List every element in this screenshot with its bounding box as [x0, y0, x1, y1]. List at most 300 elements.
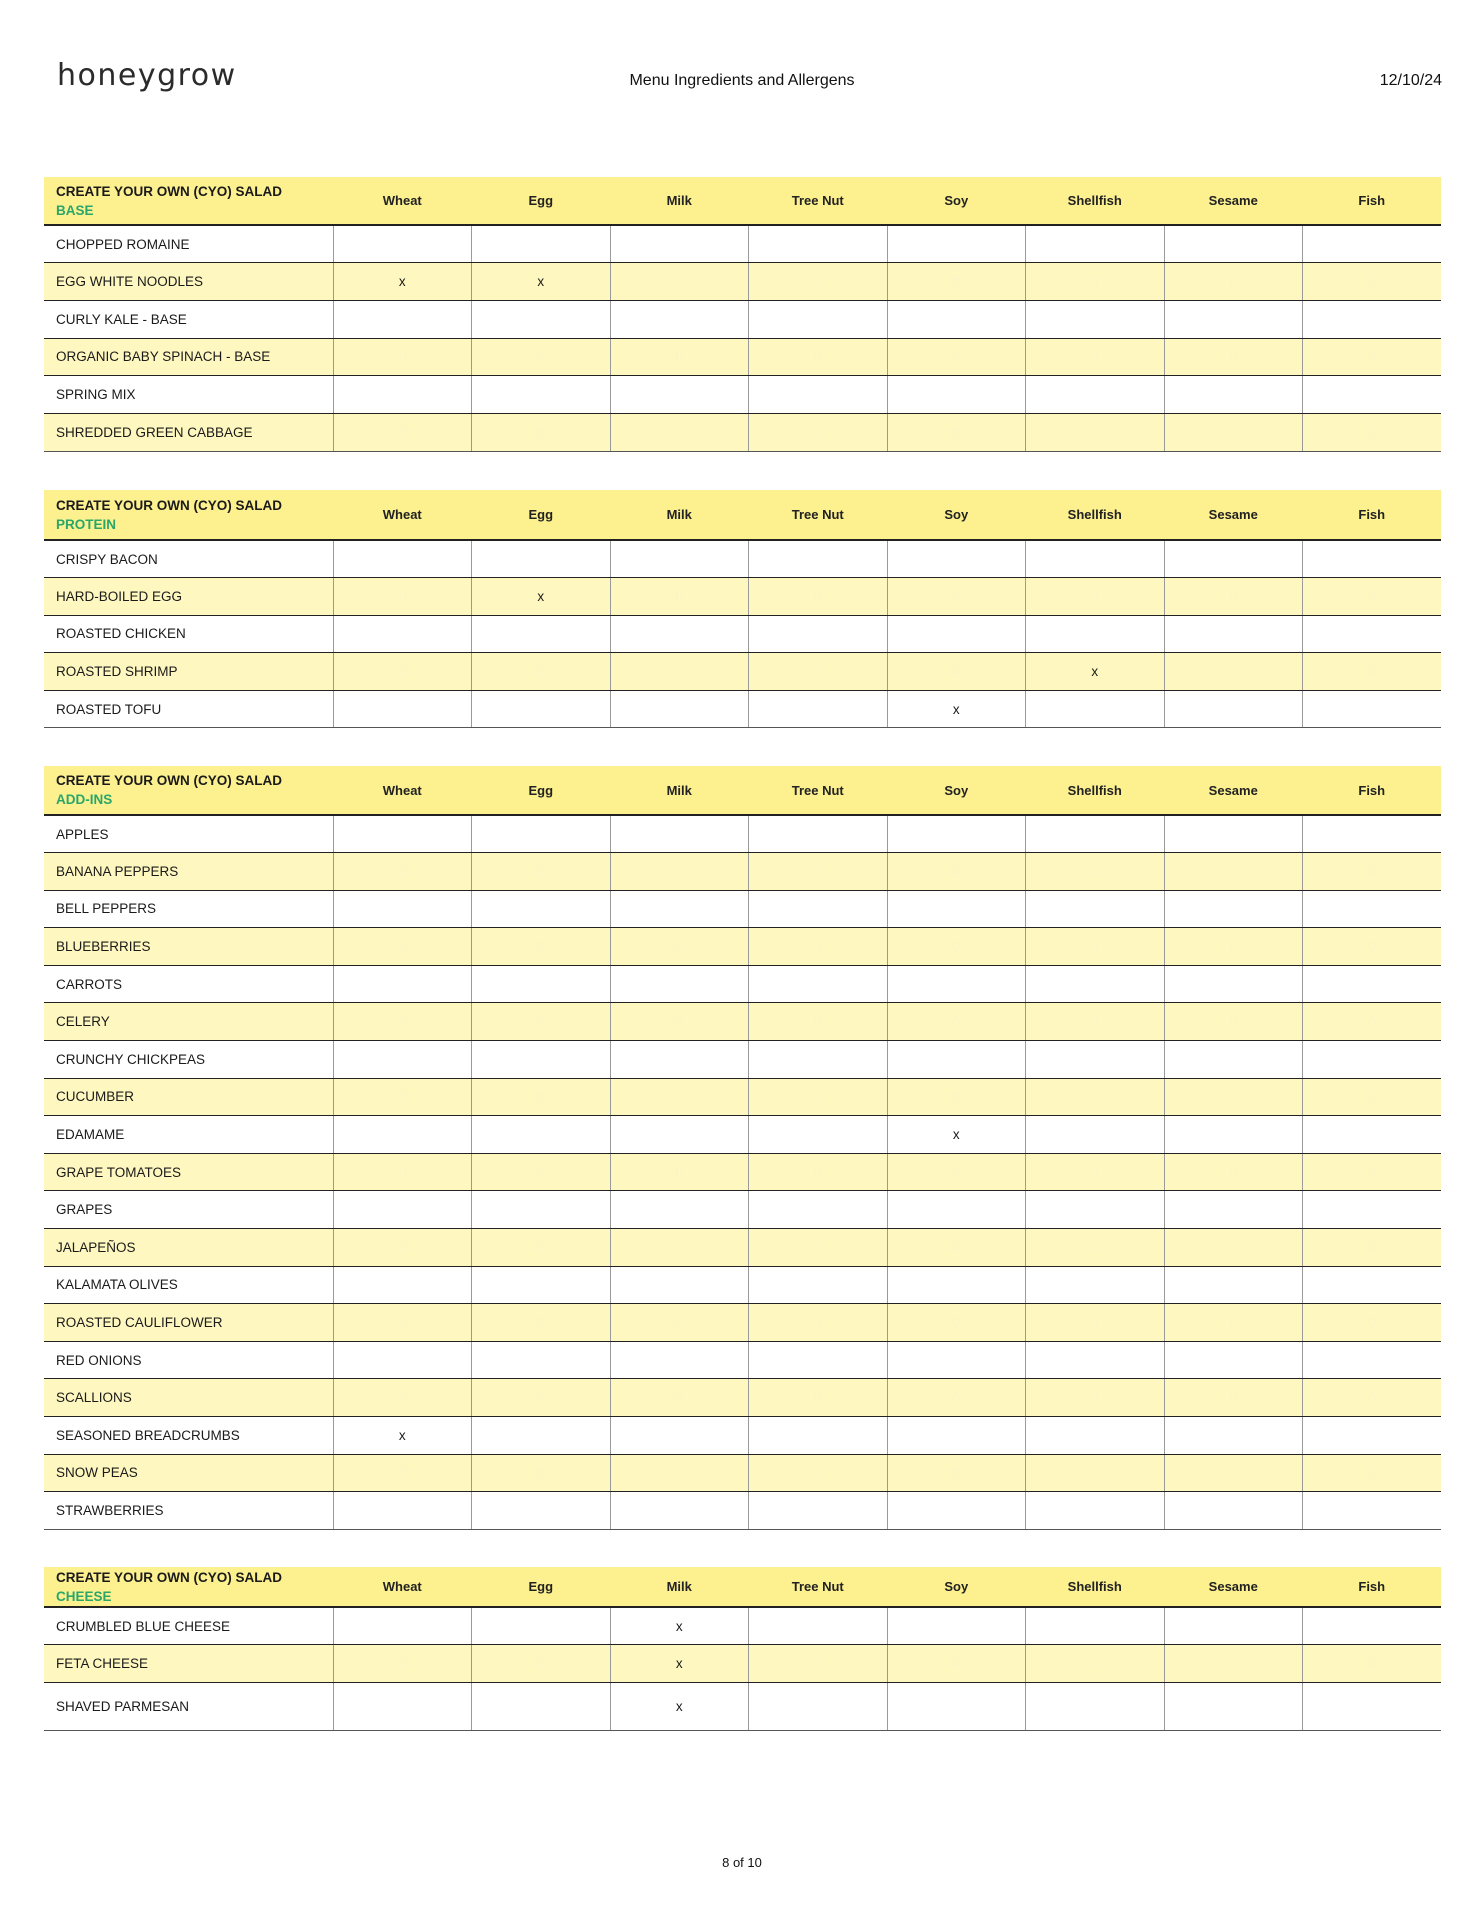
allergen-cell: 0 [472, 928, 611, 966]
allergen-cell: x [333, 1417, 472, 1455]
allergen-table-add-ins [44, 766, 1441, 1530]
ingredient-name: CRISPY BACON [44, 540, 333, 578]
allergen-cell [1026, 376, 1165, 414]
table-row [44, 225, 1441, 263]
allergen-cell: 0 [887, 338, 1026, 376]
table-row [44, 1304, 1441, 1342]
allergen-cell [749, 1266, 888, 1304]
allergen-cell: 0 [472, 1003, 611, 1041]
allergen-cell: 0 [472, 1229, 611, 1267]
ingredient-name: SHAVED PARMESAN [44, 1682, 333, 1730]
allergen-column-header: Milk [610, 1567, 749, 1607]
table-row [44, 1041, 1441, 1079]
allergen-cell: x [610, 1645, 749, 1683]
table-row [44, 1191, 1441, 1229]
allergen-cell: 0 [610, 1153, 749, 1191]
allergen-cell [472, 1682, 611, 1730]
allergen-cell: x [472, 578, 611, 616]
allergen-column-header: Tree Nut [749, 490, 888, 540]
allergen-cell [1164, 1492, 1303, 1530]
allergen-cell [887, 890, 1026, 928]
ingredient-name: CRUMBLED BLUE CHEESE [44, 1607, 333, 1645]
allergen-cell [333, 615, 472, 653]
allergen-column-header: Fish [1303, 177, 1442, 225]
allergen-cell: 0 [1164, 1078, 1303, 1116]
ingredient-name: JALAPEÑOS [44, 1229, 333, 1267]
allergen-cell: 0 [610, 1379, 749, 1417]
allergen-cell [1164, 1041, 1303, 1079]
allergen-cell [749, 225, 888, 263]
allergen-cell [749, 1116, 888, 1154]
allergen-cell [472, 1341, 611, 1379]
table-row [44, 1607, 1441, 1645]
honeygrow-logo: honeygrow [57, 58, 237, 93]
ingredient-name: CARROTS [44, 965, 333, 1003]
allergen-cell: 0 [1164, 1304, 1303, 1342]
allergen-column-header: Fish [1303, 1567, 1442, 1607]
allergen-cell [1026, 1682, 1165, 1730]
allergen-cell [610, 615, 749, 653]
allergen-cell [610, 1492, 749, 1530]
section-heading [44, 177, 333, 225]
ingredient-name: FETA CHEESE [44, 1645, 333, 1683]
table-row [44, 1341, 1441, 1379]
allergen-cell: 0 [1026, 853, 1165, 891]
allergen-column-header: Egg [472, 766, 611, 815]
table-row [44, 413, 1441, 451]
allergen-column-header: Sesame [1164, 1567, 1303, 1607]
allergen-cell [472, 376, 611, 414]
allergen-cell [1026, 1341, 1165, 1379]
allergen-cell [1026, 1417, 1165, 1455]
allergen-cell [1164, 300, 1303, 338]
allergen-cell [887, 1041, 1026, 1079]
allergen-cell: 0 [1303, 338, 1442, 376]
allergen-column-header: Milk [610, 490, 749, 540]
allergen-cell: 0 [1164, 1454, 1303, 1492]
allergen-cell [1026, 1266, 1165, 1304]
allergen-cell [887, 615, 1026, 653]
section-subtitle: PROTEIN [56, 516, 117, 532]
allergen-cell [749, 1191, 888, 1229]
allergen-cell [1026, 890, 1165, 928]
ingredient-name: CELERY [44, 1003, 333, 1041]
allergen-cell: 0 [1164, 263, 1303, 301]
table-row [44, 1682, 1441, 1730]
ingredient-name: SNOW PEAS [44, 1454, 333, 1492]
allergen-cell: x [333, 263, 472, 301]
allergen-cell [1164, 1682, 1303, 1730]
allergen-cell [472, 1492, 611, 1530]
allergen-cell [887, 300, 1026, 338]
allergen-cell [1303, 540, 1442, 578]
ingredient-name: ROASTED CAULIFLOWER [44, 1304, 333, 1342]
table-row [44, 263, 1441, 301]
allergen-cell: x [887, 690, 1026, 728]
allergen-cell [1164, 1607, 1303, 1645]
allergen-cell [1164, 540, 1303, 578]
allergen-cell [333, 815, 472, 853]
allergen-cell: 0 [333, 1153, 472, 1191]
allergen-cell [1026, 815, 1165, 853]
allergen-column-header: Wheat [333, 1567, 472, 1607]
allergen-cell: 0 [472, 1379, 611, 1417]
allergen-column-header: Tree Nut [749, 1567, 888, 1607]
section-title: CREATE YOUR OWN (CYO) SALAD [56, 497, 282, 513]
allergen-cell [749, 615, 888, 653]
allergen-cell: 0 [610, 413, 749, 451]
allergen-cell [887, 225, 1026, 263]
allergen-cell [610, 1341, 749, 1379]
document-date: 12/10/24 [1379, 72, 1442, 89]
allergen-cell: 0 [333, 653, 472, 691]
ingredient-name: SHREDDED GREEN CABBAGE [44, 413, 333, 451]
allergen-column-header: Sesame [1164, 766, 1303, 815]
allergen-cell [887, 1191, 1026, 1229]
allergen-cell: 0 [749, 1229, 888, 1267]
ingredient-name: SCALLIONS [44, 1379, 333, 1417]
allergen-cell: 0 [1303, 1003, 1442, 1041]
allergen-cell [1026, 1116, 1165, 1154]
allergen-cell [887, 1341, 1026, 1379]
table-row [44, 338, 1441, 376]
allergen-column-header: Soy [887, 766, 1026, 815]
table-row [44, 578, 1441, 616]
allergen-cell [1164, 225, 1303, 263]
table-row [44, 1229, 1441, 1267]
allergen-column-header: Wheat [333, 177, 472, 225]
allergen-cell: 0 [1303, 1645, 1442, 1683]
ingredient-name: BLUEBERRIES [44, 928, 333, 966]
ingredient-name: ROASTED CHICKEN [44, 615, 333, 653]
allergen-cell [1303, 965, 1442, 1003]
allergen-cell: 0 [887, 928, 1026, 966]
allergen-cell: x [1026, 653, 1165, 691]
allergen-cell [610, 300, 749, 338]
allergen-cell [1026, 1041, 1165, 1079]
allergen-cell: 0 [1026, 1645, 1165, 1683]
ingredient-name: APPLES [44, 815, 333, 853]
allergen-cell: 0 [887, 1304, 1026, 1342]
table-row [44, 1116, 1441, 1154]
allergen-cell [887, 815, 1026, 853]
section-heading [44, 490, 333, 540]
allergen-cell: 0 [1026, 1304, 1165, 1342]
allergen-cell: 0 [1164, 338, 1303, 376]
allergen-cell [472, 890, 611, 928]
allergen-column-header: Soy [887, 1567, 1026, 1607]
allergen-column-header: Sesame [1164, 490, 1303, 540]
allergen-cell: 0 [1026, 263, 1165, 301]
table-row [44, 1266, 1441, 1304]
allergen-cell: 0 [333, 1229, 472, 1267]
ingredient-name: GRAPES [44, 1191, 333, 1229]
allergen-cell [472, 1266, 611, 1304]
document-title: Menu Ingredients and Allergens [629, 72, 855, 89]
allergen-cell: 0 [749, 853, 888, 891]
allergen-column-header: Wheat [333, 766, 472, 815]
allergen-column-header: Fish [1303, 766, 1442, 815]
allergen-cell [1026, 1191, 1165, 1229]
allergen-cell [1303, 890, 1442, 928]
allergen-cell: 0 [887, 1379, 1026, 1417]
allergen-column-header: Wheat [333, 490, 472, 540]
ingredient-name: BANANA PEPPERS [44, 853, 333, 891]
allergen-cell [887, 1417, 1026, 1455]
allergen-cell: 0 [610, 853, 749, 891]
allergen-cell [749, 890, 888, 928]
allergen-cell: 0 [472, 1078, 611, 1116]
allergen-cell: 0 [887, 578, 1026, 616]
table-row [44, 615, 1441, 653]
allergen-cell [1303, 1041, 1442, 1079]
allergen-cell: 0 [472, 1153, 611, 1191]
allergen-cell [1303, 300, 1442, 338]
allergen-cell: 0 [1164, 1003, 1303, 1041]
allergen-cell: 0 [749, 928, 888, 966]
allergen-cell [749, 690, 888, 728]
allergen-cell: 0 [1303, 653, 1442, 691]
table-row [44, 1153, 1441, 1191]
allergen-cell: 0 [1026, 413, 1165, 451]
allergen-column-header: Egg [472, 177, 611, 225]
allergen-cell: 0 [749, 653, 888, 691]
allergen-cell: 0 [610, 338, 749, 376]
allergen-cell [333, 1682, 472, 1730]
allergen-cell: 0 [749, 1153, 888, 1191]
allergen-cell: 0 [1026, 1454, 1165, 1492]
allergen-cell [472, 1607, 611, 1645]
allergen-cell [1026, 615, 1165, 653]
allergen-cell [749, 1607, 888, 1645]
ingredient-name: CRUNCHY CHICKPEAS [44, 1041, 333, 1079]
allergen-cell [333, 1041, 472, 1079]
table-header-row [44, 177, 1441, 225]
allergen-cell: 0 [749, 1645, 888, 1683]
allergen-cell: x [887, 1116, 1026, 1154]
allergen-cell: 0 [333, 853, 472, 891]
allergen-cell: 0 [1303, 413, 1442, 451]
allergen-cell: 0 [472, 1454, 611, 1492]
allergen-cell [333, 1492, 472, 1530]
table-row [44, 1417, 1441, 1455]
allergen-cell: 0 [333, 1003, 472, 1041]
table-row [44, 890, 1441, 928]
allergen-cell [472, 1417, 611, 1455]
allergen-cell [472, 690, 611, 728]
ingredient-name: SPRING MIX [44, 376, 333, 414]
section-subtitle: BASE [56, 202, 94, 218]
allergen-cell: 0 [1026, 1379, 1165, 1417]
allergen-cell [472, 540, 611, 578]
table-row [44, 653, 1441, 691]
allergen-cell: x [610, 1682, 749, 1730]
allergen-cell [1303, 690, 1442, 728]
allergen-cell [1303, 1682, 1442, 1730]
allergen-column-header: Sesame [1164, 177, 1303, 225]
allergen-cell: 0 [749, 413, 888, 451]
page-header [0, 0, 1484, 120]
allergen-cell [749, 1492, 888, 1530]
allergen-cell [333, 1191, 472, 1229]
allergen-cell: 0 [749, 338, 888, 376]
ingredient-name: ROASTED SHRIMP [44, 653, 333, 691]
allergen-cell [749, 1341, 888, 1379]
allergen-cell [610, 815, 749, 853]
allergen-cell [333, 540, 472, 578]
allergen-cell [472, 225, 611, 263]
allergen-cell: 0 [610, 928, 749, 966]
table-row [44, 540, 1441, 578]
section-title: CREATE YOUR OWN (CYO) SALAD [56, 183, 282, 199]
allergen-cell: 0 [610, 578, 749, 616]
section-heading [44, 766, 333, 815]
allergen-cell: 0 [333, 1379, 472, 1417]
allergen-cell: 0 [749, 1304, 888, 1342]
allergen-cell [1026, 300, 1165, 338]
allergen-cell: 0 [1303, 1229, 1442, 1267]
allergen-cell [472, 1116, 611, 1154]
allergen-cell: 0 [333, 928, 472, 966]
allergen-cell [333, 965, 472, 1003]
allergen-cell [749, 540, 888, 578]
allergen-cell: 0 [1303, 1153, 1442, 1191]
allergen-cell: 0 [887, 1229, 1026, 1267]
allergen-cell [333, 225, 472, 263]
allergen-cell: 0 [333, 413, 472, 451]
allergen-cell: 0 [1303, 263, 1442, 301]
table-header-row [44, 766, 1441, 815]
allergen-cell: x [472, 263, 611, 301]
allergen-cell [333, 890, 472, 928]
allergen-cell: 0 [1164, 578, 1303, 616]
allergen-cell: 0 [1026, 1153, 1165, 1191]
allergen-cell [610, 1041, 749, 1079]
allergen-cell [1026, 1492, 1165, 1530]
allergen-cell: 0 [333, 1078, 472, 1116]
allergen-cell: 0 [1303, 578, 1442, 616]
allergen-column-header: Fish [1303, 490, 1442, 540]
allergen-cell: 0 [610, 1454, 749, 1492]
allergen-cell [610, 965, 749, 1003]
allergen-cell [1164, 815, 1303, 853]
table-row [44, 928, 1441, 966]
table-header-row [44, 1567, 1441, 1607]
allergen-cell: 0 [1303, 1304, 1442, 1342]
allergen-table-protein [44, 490, 1441, 728]
allergen-cell: 0 [749, 263, 888, 301]
allergen-cell: 0 [1164, 1229, 1303, 1267]
allergen-cell: 0 [472, 1645, 611, 1683]
allergen-table-cheese [44, 1567, 1441, 1731]
ingredient-name: KALAMATA OLIVES [44, 1266, 333, 1304]
allergen-cell: 0 [1164, 1379, 1303, 1417]
allergen-cell: x [610, 1607, 749, 1645]
allergen-cell: 0 [1164, 853, 1303, 891]
allergen-cell [610, 690, 749, 728]
allergen-cell [333, 1607, 472, 1645]
allergen-cell: 0 [472, 413, 611, 451]
allergen-cell [887, 1266, 1026, 1304]
table-row [44, 376, 1441, 414]
table-row [44, 1492, 1441, 1530]
allergen-cell [1164, 965, 1303, 1003]
table-header-row [44, 490, 1441, 540]
allergen-cell: 0 [887, 1645, 1026, 1683]
allergen-cell [1164, 1116, 1303, 1154]
ingredient-name: RED ONIONS [44, 1341, 333, 1379]
allergen-column-header: Soy [887, 177, 1026, 225]
allergen-column-header: Shellfish [1026, 1567, 1165, 1607]
allergen-cell [333, 1116, 472, 1154]
allergen-cell [749, 300, 888, 338]
table-row [44, 965, 1441, 1003]
allergen-cell: 0 [1026, 1078, 1165, 1116]
allergen-cell: 0 [887, 1454, 1026, 1492]
allergen-cell: 0 [749, 1454, 888, 1492]
allergen-cell: 0 [472, 1304, 611, 1342]
allergen-cell: 0 [472, 653, 611, 691]
allergen-cell: 0 [887, 1078, 1026, 1116]
table-row [44, 815, 1441, 853]
allergen-cell: 0 [749, 1003, 888, 1041]
allergen-cell [887, 1682, 1026, 1730]
allergen-cell: 0 [1026, 928, 1165, 966]
allergen-cell: 0 [333, 1645, 472, 1683]
allergen-cell [333, 300, 472, 338]
allergen-column-header: Shellfish [1026, 490, 1165, 540]
allergen-column-header: Tree Nut [749, 177, 888, 225]
allergen-cell: 0 [1026, 1229, 1165, 1267]
allergen-table-base [44, 177, 1441, 452]
table-row [44, 1645, 1441, 1683]
allergen-cell: 0 [887, 1003, 1026, 1041]
allergen-cell [610, 540, 749, 578]
allergen-cell [1303, 1191, 1442, 1229]
allergen-cell: 0 [472, 853, 611, 891]
allergen-cell: 0 [610, 1078, 749, 1116]
allergen-cell [1303, 1266, 1442, 1304]
allergen-cell: 0 [887, 413, 1026, 451]
allergen-cell [1026, 690, 1165, 728]
allergen-cell [1303, 615, 1442, 653]
allergen-cell [1164, 615, 1303, 653]
allergen-cell: 0 [1303, 928, 1442, 966]
allergen-cell [1164, 890, 1303, 928]
allergen-cell: 0 [749, 578, 888, 616]
allergen-column-header: Milk [610, 177, 749, 225]
allergen-cell: 0 [749, 1078, 888, 1116]
allergen-cell: 0 [1164, 928, 1303, 966]
allergen-cell: 0 [333, 1454, 472, 1492]
allergen-cell [610, 376, 749, 414]
allergen-cell: 0 [1026, 578, 1165, 616]
allergen-cell [1164, 1341, 1303, 1379]
allergen-cell [887, 1607, 1026, 1645]
allergen-cell: 0 [887, 853, 1026, 891]
ingredient-name: SEASONED BREADCRUMBS [44, 1417, 333, 1455]
allergen-cell [1164, 1191, 1303, 1229]
allergen-cell: 0 [333, 578, 472, 616]
allergen-cell [887, 965, 1026, 1003]
allergen-cell [472, 615, 611, 653]
allergen-cell: 0 [1303, 1078, 1442, 1116]
ingredient-name: GRAPE TOMATOES [44, 1153, 333, 1191]
allergen-cell: 0 [1303, 1454, 1442, 1492]
allergen-cell: 0 [610, 653, 749, 691]
allergen-cell [1303, 1417, 1442, 1455]
allergen-cell [1164, 1266, 1303, 1304]
